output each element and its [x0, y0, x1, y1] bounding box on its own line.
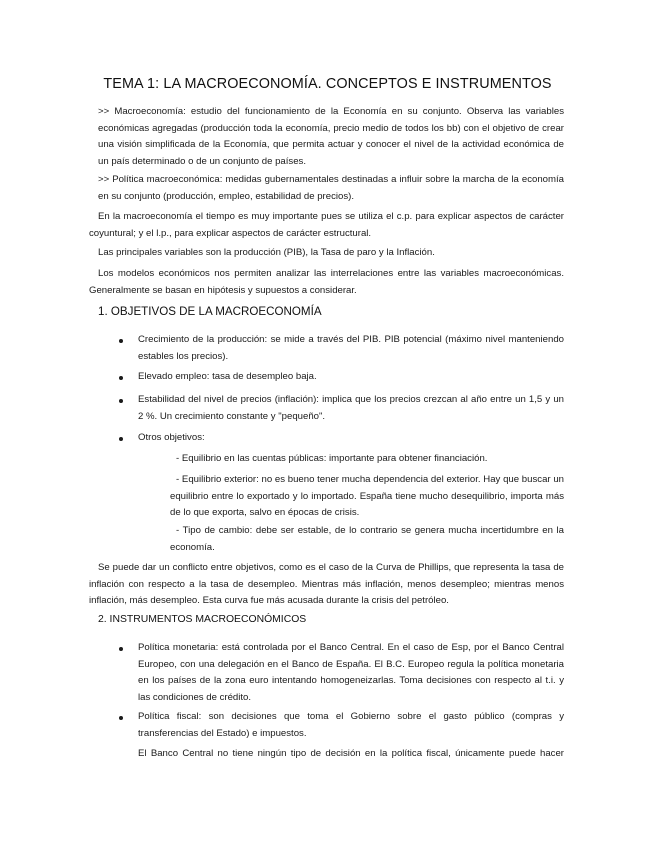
objective-bullet: Otros objetivos: — [138, 432, 205, 443]
bullet-icon — [119, 339, 123, 343]
section-heading-instrumentos: 2. INSTRUMENTOS MACROECONÓMICOS — [98, 614, 307, 625]
objective-bullet: Elevado empleo: tasa de desempleo baja. — [138, 371, 317, 382]
objective-bullet: Crecimiento de la producción: se mide a través del PIB. PIB potencial (máximo nivel manteniendo estables los precios). — [138, 334, 564, 362]
bullet-icon — [119, 376, 123, 380]
paragraph-tiempo: En la macroeconomía el tiempo es muy importante pues se utiliza el c.p. para explicar aspectos de carácter coyuntural; y el l.p., para explicar aspectos de carácter estructural. — [89, 211, 564, 239]
sub-objective-item: - Equilibrio en las cuentas públicas: importante para obtener financiación. — [176, 453, 488, 464]
instrument-bullet: Política monetaria: está controlada por el Banco Central. En el caso de Esp, por el Banco Central Europeo, con una delegación en el Banco de España. El B.C. Europeo regula la política monetaria en los países de la zona euro intentando homogeneizarlas. Toma decisiones con respecto al t.i. y las condiciones de crédito. — [138, 642, 564, 703]
paragraph-banco-central: El Banco Central no tiene ningún tipo de decisión en la política fiscal, únicamente puede hacer — [138, 748, 564, 759]
bullet-icon — [119, 399, 123, 403]
bullet-icon — [119, 647, 123, 651]
intro-item-politica: >> Política macroeconómica: medidas gubernamentales destinadas a influir sobre la marcha de la economía en su conjunto (producción, empleo, estabilidad de precios). — [98, 174, 564, 202]
instrument-bullet: Política fiscal: son decisiones que toma el Gobierno sobre el gasto público (compras y transferencias del Estado) e impuestos. — [138, 711, 564, 739]
sub-objective-item: - Equilibrio exterior: no es bueno tener mucha dependencia del exterior. Hay que buscar un equilibrio entre lo exportado y lo importado. España tiene mucho desequilibrio, importa más de lo que exporta, salvo en épocas de crisis. — [170, 474, 564, 518]
section-heading-objetivos: 1. OBJETIVOS DE LA MACROECONOMÍA — [98, 305, 322, 318]
objective-bullet: Estabilidad del nivel de precios (inflación): implica que los precios crezcan al año entre un 1,5 y un 2 %. Un crecimiento constante y "pequeño". — [138, 394, 564, 422]
sub-objective-item: - Tipo de cambio: debe ser estable, de lo contrario se genera mucha incertidumbre en la economía. — [170, 525, 564, 553]
paragraph-conflicto: Se puede dar un conflicto entre objetivos, como es el caso de la Curva de Phillips, que representa la tasa de inflación con respecto a la tasa de desempleo. Mientras más inflación, menos desempleo; mientras menos inflación, más desempleo. Esta curva fue más acusada durante la crisis del petróleo. — [89, 562, 564, 606]
bullet-icon — [119, 716, 123, 720]
intro-item-macroeconomia: >> Macroeconomía: estudio del funcionamiento de la Economía en su conjunto. Observa las variables económicas agregadas (producción toda la economía, precio medio de todos los bb) con el objetivo de crear una visión simplificada de la Economía, que permita actuar y conocer el nivel de la actividad económica de un país determinado o de un conjunto de países. — [98, 106, 564, 167]
paragraph-variables: Las principales variables son la producción (PIB), la Tasa de paro y la Inflación. — [98, 247, 435, 258]
paragraph-modelos: Los modelos económicos nos permiten analizar las interrelaciones entre las variables macroeconómicas. Generalmente se basan en hipótesis y supuestos a considerar. — [89, 268, 564, 296]
bullet-icon — [119, 437, 123, 441]
page-title: TEMA 1: LA MACROECONOMÍA. CONCEPTOS E INSTRUMENTOS — [103, 76, 552, 92]
